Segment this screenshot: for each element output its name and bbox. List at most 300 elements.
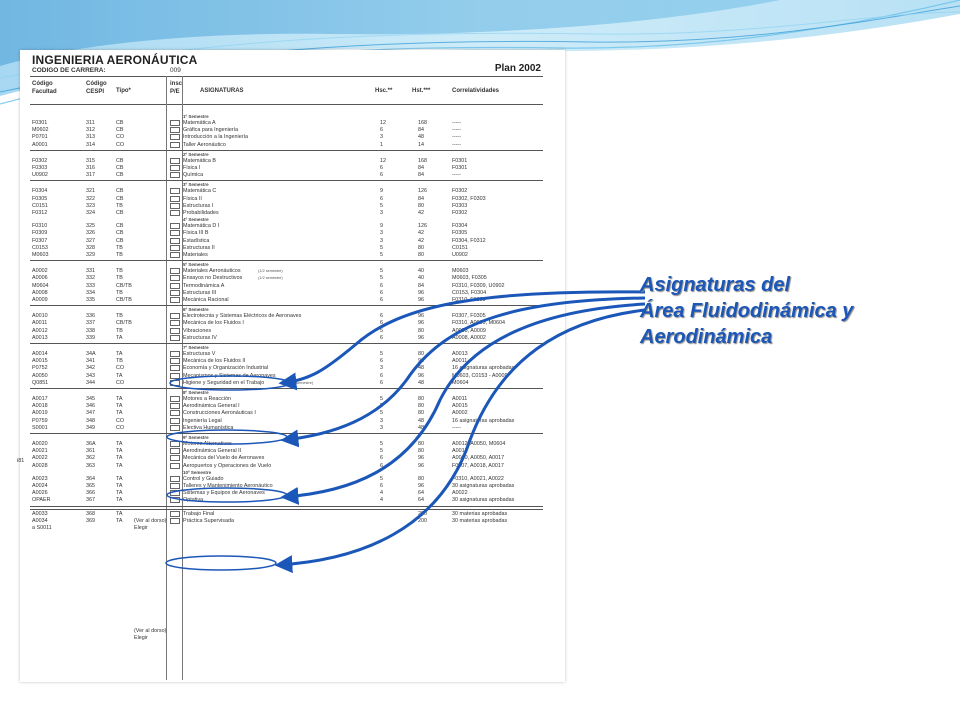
course-hst: 96 xyxy=(418,372,424,379)
course-name: Práctica Supervisada xyxy=(183,517,234,524)
course-code-cespi: 314 xyxy=(86,141,95,148)
course-code-cespi: 335 xyxy=(86,297,95,303)
course-hsc: 3 xyxy=(380,365,383,372)
course-hst: 48 xyxy=(418,379,424,386)
enroll-checkbox[interactable] xyxy=(170,365,180,371)
enroll-checkbox[interactable] xyxy=(170,463,180,469)
enroll-checkbox[interactable] xyxy=(170,203,180,209)
semester-label: 6º Semestre xyxy=(183,307,209,313)
course-correlatives: ----- xyxy=(452,120,461,126)
course-name: Estructuras I xyxy=(183,202,214,209)
course-name: Química xyxy=(183,172,204,179)
course-correlatives: F0310, A0009, M0604 xyxy=(452,320,506,327)
enroll-checkbox[interactable] xyxy=(170,403,180,409)
enroll-checkbox[interactable] xyxy=(170,172,180,178)
course-correlatives: A0011 xyxy=(452,358,468,365)
enroll-checkbox[interactable] xyxy=(170,297,180,303)
course-type: TA xyxy=(116,372,123,379)
course-row xyxy=(20,335,565,342)
enroll-checkbox[interactable] xyxy=(170,448,180,454)
course-correlatives: F0307, F0305 xyxy=(452,313,486,320)
course-type: TA xyxy=(116,497,123,504)
course-name: Estructuras V xyxy=(183,351,216,357)
course-name: Matemática C xyxy=(183,188,217,195)
semester-label: 2º Semestre xyxy=(183,151,209,157)
course-code-cespi: 367 xyxy=(86,497,95,504)
enroll-checkbox[interactable] xyxy=(170,313,180,319)
course-name: Sistemas y Equipos de Aeronaves xyxy=(183,490,265,497)
course-row xyxy=(20,245,565,252)
enroll-checkbox[interactable] xyxy=(170,425,180,431)
course-code-facultad: F0310 xyxy=(32,223,48,230)
enroll-checkbox[interactable] xyxy=(170,230,180,236)
course-type: CB xyxy=(116,223,124,230)
course-hsc: 5 xyxy=(380,252,383,258)
course-code-cespi: 321 xyxy=(86,188,95,195)
course-code-facultad: A0002 xyxy=(32,268,48,275)
elective-note-1: (Ver al dorso) Elegir xyxy=(134,518,167,531)
enroll-checkbox[interactable] xyxy=(170,223,180,229)
course-correlatives: A0012, A0050, M0604 xyxy=(452,441,506,447)
course-code-facultad: A0018 xyxy=(32,403,48,410)
course-correlatives: M0603, C0153 - A0009 xyxy=(452,372,508,379)
course-row xyxy=(20,425,565,432)
course-hst: 96 xyxy=(418,358,424,365)
course-type: TB xyxy=(116,327,123,334)
course-code-cespi: 312 xyxy=(86,127,95,134)
course-name: Mecánica de los Fluidos I xyxy=(183,320,244,327)
enroll-checkbox[interactable] xyxy=(170,196,180,202)
course-hsc: 6 xyxy=(380,334,383,341)
course-hsc: 6 xyxy=(380,172,383,179)
course-hsc: 3 xyxy=(380,237,383,244)
course-hsc: 6 xyxy=(380,127,383,134)
semester-label: 5º Semestre xyxy=(183,262,209,268)
course-hsc: 4 xyxy=(380,497,383,504)
course-correlatives: F0310, F0309 xyxy=(452,297,486,303)
course-correlatives: A0002 xyxy=(452,410,468,417)
course-hst: 48 xyxy=(418,365,424,372)
semester-label: 1º Semestre xyxy=(183,114,209,119)
course-hst: 40 xyxy=(418,268,424,275)
course-type: TA xyxy=(116,483,123,489)
course-type: CO xyxy=(116,141,125,148)
course-code-facultad: A0019 xyxy=(32,410,48,417)
course-hsc: 6 xyxy=(380,165,383,171)
header-tipo: Tipo* xyxy=(116,88,131,94)
enroll-checkbox[interactable] xyxy=(170,328,180,334)
course-hsc: 3 xyxy=(380,417,383,424)
career-code-value: 009 xyxy=(170,67,181,74)
course-name: Taller Aeronáutico xyxy=(183,141,226,148)
enroll-checkbox[interactable] xyxy=(170,351,180,357)
course-hsc: 5 xyxy=(380,448,383,455)
course-row xyxy=(20,223,565,230)
course-type: TB xyxy=(116,244,123,251)
doc-title: INGENIERIA AERONÁUTICA xyxy=(32,53,198,67)
enroll-checkbox[interactable] xyxy=(170,275,180,281)
course-correlatives: F0301 xyxy=(452,165,468,171)
course-hst: 168 xyxy=(418,120,427,126)
course-row xyxy=(20,351,565,358)
course-type: TA xyxy=(116,448,123,455)
course-name: Materiales Aeronáuticos xyxy=(183,268,241,275)
course-hsc: 5 xyxy=(380,268,383,275)
course-hst: 40 xyxy=(418,275,424,282)
course-hst: 84 xyxy=(418,195,424,202)
course-name: Economía y Organización Industrial xyxy=(183,365,269,372)
course-name: Talleres y Mantenimiento Aeronáutico xyxy=(183,483,273,489)
enroll-checkbox[interactable] xyxy=(170,142,180,148)
section-separator xyxy=(30,433,543,434)
course-correlatives: C0151 xyxy=(452,244,468,251)
course-hsc: 3 xyxy=(380,424,383,431)
course-hst: 96 xyxy=(418,313,424,320)
course-hsc: 6 xyxy=(380,289,383,296)
course-code-facultad: M0602 xyxy=(32,127,49,134)
enroll-checkbox[interactable] xyxy=(170,238,180,244)
course-correlatives: F0301 xyxy=(452,157,468,164)
course-type: TA xyxy=(116,490,123,497)
enroll-checkbox[interactable] xyxy=(170,283,180,289)
course-row xyxy=(20,511,565,518)
course-type: CB/TB xyxy=(116,282,132,289)
course-row xyxy=(20,290,565,297)
course-name: Estructuras III xyxy=(183,289,217,296)
course-code-cespi: 322 xyxy=(86,195,95,202)
course-correlatives: 30 asignaturas aprobadas xyxy=(452,483,515,489)
course-name: Control y Guiado xyxy=(183,475,224,482)
course-code-facultad: A0020 xyxy=(32,441,48,447)
course-hst: 80 xyxy=(418,396,424,402)
course-hsc: 6 xyxy=(380,455,383,462)
section-separator xyxy=(30,260,543,261)
course-type: TA xyxy=(116,475,123,482)
course-correlatives: M0604 xyxy=(452,379,469,386)
semester-label: 8º Semestre xyxy=(183,390,209,395)
course-row xyxy=(20,283,565,290)
course-hsc: 5 xyxy=(380,275,383,282)
course-code-cespi: 36A xyxy=(86,441,96,447)
header-codigo-cespi: Código CESPI xyxy=(86,81,107,95)
course-code-cespi: 341 xyxy=(86,358,95,365)
course-type: CB xyxy=(116,210,124,216)
enroll-checkbox[interactable] xyxy=(170,127,180,133)
course-code-cespi: 337 xyxy=(86,320,95,327)
course-name: Estructuras II xyxy=(183,244,215,251)
course-code-facultad: F0301 xyxy=(32,120,48,126)
course-hsc: 6 xyxy=(380,282,383,289)
course-hst: 200 xyxy=(418,517,427,524)
course-row xyxy=(20,418,565,425)
course-code-cespi: 344 xyxy=(86,379,95,386)
course-correlatives: A0011 xyxy=(452,396,468,402)
course-name: Matemática A xyxy=(183,120,216,126)
course-hsc: 5 xyxy=(380,475,383,482)
course-hst: 80 xyxy=(418,441,424,447)
course-type: CB/TB xyxy=(116,320,132,327)
course-row xyxy=(20,172,565,179)
section-separator xyxy=(30,150,543,151)
course-correlatives: F0304, F0312 xyxy=(452,237,486,244)
course-row xyxy=(20,120,565,127)
course-code-cespi: 325 xyxy=(86,223,95,230)
course-hsc: 5 xyxy=(380,403,383,410)
course-row xyxy=(20,252,565,259)
course-hst: 126 xyxy=(418,223,427,230)
course-correlatives: F0304 xyxy=(452,223,468,230)
enroll-checkbox[interactable] xyxy=(170,290,180,296)
course-hsc: 6 xyxy=(380,483,383,489)
course-code-cespi: 338 xyxy=(86,327,95,334)
course-type: TB xyxy=(116,275,123,282)
course-hsc: 3 xyxy=(380,230,383,237)
course-hst: 96 xyxy=(418,483,424,489)
course-name: Matemática D I xyxy=(183,223,220,230)
course-hsc: 3 xyxy=(380,210,383,216)
course-correlatives: A0008, A0002 xyxy=(452,334,486,341)
course-name: Aeropuertos y Operaciones de Vuelo xyxy=(183,462,272,469)
course-code-facultad: A0009 xyxy=(32,297,48,303)
course-type: TA xyxy=(116,334,123,341)
enroll-checkbox[interactable] xyxy=(170,335,180,341)
course-correlatives: ----- xyxy=(452,127,461,134)
course-code-facultad: F0304 xyxy=(32,188,48,195)
course-hst: 80 xyxy=(418,244,424,251)
course-correlatives: ----- xyxy=(452,141,461,148)
course-code-facultad: C0153 xyxy=(32,244,48,251)
course-row xyxy=(20,403,565,410)
course-correlatives: A0022 xyxy=(452,490,468,497)
course-type: CO xyxy=(116,134,125,141)
enroll-checkbox[interactable] xyxy=(170,476,180,482)
course-name: Física I xyxy=(183,165,201,171)
course-row xyxy=(20,165,565,172)
course-hsc: 5 xyxy=(380,410,383,417)
course-type: TA xyxy=(116,403,123,410)
course-code-cespi: 363 xyxy=(86,462,95,469)
course-row xyxy=(20,441,565,448)
course-hst: 84 xyxy=(418,165,424,171)
enroll-checkbox[interactable] xyxy=(170,134,180,140)
course-row xyxy=(20,365,565,372)
course-hsc: 5 xyxy=(380,351,383,357)
enroll-checkbox[interactable] xyxy=(170,483,180,489)
course-code-cespi: 332 xyxy=(86,275,95,282)
course-hsc: 6 xyxy=(380,462,383,469)
course-name: Trabajo Final xyxy=(183,510,215,517)
course-hst: 84 xyxy=(418,172,424,179)
course-name: Materiales xyxy=(183,252,208,258)
course-correlatives: ----- xyxy=(452,172,461,179)
course-code-cespi: 311 xyxy=(86,120,95,126)
course-code-cespi: 342 xyxy=(86,365,95,372)
course-row xyxy=(20,490,565,497)
course-row xyxy=(20,203,565,210)
enroll-checkbox[interactable] xyxy=(170,252,180,258)
course-type: CB xyxy=(116,127,124,134)
course-code-cespi: 326 xyxy=(86,230,95,237)
course-type: CO xyxy=(116,424,125,431)
course-hsc: 6 xyxy=(380,313,383,320)
course-name: Probabilidades xyxy=(183,210,219,216)
course-correlatives: U0902 xyxy=(452,252,468,258)
course-code-cespi: 364 xyxy=(86,475,95,482)
course-row xyxy=(20,158,565,165)
course-code-facultad: A0012 xyxy=(32,327,48,334)
course-name: Electrotecnia y Sistemas Eléctricos de Aeronaves xyxy=(183,313,302,320)
callout-line-2: Área Fluidodinámica y xyxy=(640,300,854,322)
curriculum-document xyxy=(17,50,565,682)
enroll-checkbox[interactable] xyxy=(170,165,180,171)
enroll-checkbox[interactable] xyxy=(170,120,180,126)
course-type: TB xyxy=(116,268,123,275)
enroll-checkbox[interactable] xyxy=(170,441,180,447)
course-code-cespi: 317 xyxy=(86,172,95,179)
course-code-cespi: 336 xyxy=(86,313,95,320)
course-code-facultad: Q0851 xyxy=(32,379,49,386)
course-hsc: 6 xyxy=(380,358,383,365)
enroll-checkbox[interactable] xyxy=(170,158,180,164)
course-correlatives: A0013 xyxy=(452,351,468,357)
course-correlatives: F0307, A0018, A0017 xyxy=(452,462,504,469)
course-code-facultad: M0604 xyxy=(32,282,49,289)
enroll-checkbox[interactable] xyxy=(170,373,180,379)
course-code-facultad: A0001 xyxy=(32,141,48,148)
course-hst: 84 xyxy=(418,282,424,289)
course-correlatives: A0010, A0050, A0017 xyxy=(452,455,505,462)
enroll-checkbox[interactable] xyxy=(170,268,180,274)
course-code-facultad: A0026 xyxy=(32,490,48,497)
course-row xyxy=(20,518,565,525)
callout-text xyxy=(640,272,940,350)
course-code-facultad: F0303 xyxy=(32,165,48,171)
course-name: Optativa xyxy=(183,497,204,504)
course-code-facultad: U0902 xyxy=(32,172,48,179)
course-code-facultad: F0302 xyxy=(32,157,48,164)
enroll-checkbox[interactable] xyxy=(170,410,180,416)
course-correlatives: ----- xyxy=(452,134,461,141)
course-code-cespi: 345 xyxy=(86,396,95,402)
header-asignaturas: ASIGNATURAS xyxy=(200,88,244,94)
course-code-facultad: F0305 xyxy=(32,195,48,202)
course-hst: 200 xyxy=(418,510,427,517)
enroll-checkbox[interactable] xyxy=(170,188,180,194)
enroll-checkbox[interactable] xyxy=(170,518,180,524)
course-code-cespi: 365 xyxy=(86,483,95,489)
course-type: CB xyxy=(116,172,124,179)
section-separator xyxy=(30,509,543,510)
enroll-checkbox[interactable] xyxy=(170,455,180,461)
course-name: Gráfica para Ingeniería xyxy=(183,127,239,134)
course-code-cespi: 348 xyxy=(86,417,95,424)
enroll-checkbox[interactable] xyxy=(170,511,180,517)
course-name: Motores Alternativos xyxy=(183,441,232,447)
header-insc: insc P/E xyxy=(170,81,183,95)
course-type: TA xyxy=(116,441,123,447)
course-hst: 42 xyxy=(418,210,424,216)
course-type: CO xyxy=(116,365,125,372)
course-code-facultad: A0010 xyxy=(32,313,48,320)
career-code-label: CODIGO DE CARRERA: xyxy=(32,67,106,74)
enroll-checkbox[interactable] xyxy=(170,358,180,364)
course-correlatives: 16 asignaturas aprobadas xyxy=(452,365,515,372)
course-code-facultad: C0151 xyxy=(32,202,48,209)
course-correlatives: F0303 xyxy=(452,202,468,209)
course-row xyxy=(20,210,565,217)
course-hst: 80 xyxy=(418,327,424,334)
course-row xyxy=(20,313,565,320)
course-hst: 80 xyxy=(418,202,424,209)
course-code-facultad: A0014 xyxy=(32,351,48,357)
enroll-checkbox[interactable] xyxy=(170,490,180,496)
course-code-cespi: 343 xyxy=(86,372,95,379)
semester-label: 3º Semestre xyxy=(183,182,209,188)
course-correlatives: F0305 xyxy=(452,230,468,237)
course-correlatives: A0018 xyxy=(452,448,468,455)
course-hst: 14 xyxy=(418,141,424,148)
course-code-facultad: A0006 xyxy=(32,275,48,282)
enroll-checkbox[interactable] xyxy=(170,245,180,251)
course-name: Higiene y Seguridad en el Trabajo xyxy=(183,379,265,386)
course-hsc: 6 xyxy=(380,320,383,327)
course-hst: 80 xyxy=(418,403,424,410)
callout-line-1: Asignaturas del xyxy=(640,274,791,296)
course-hst: 42 xyxy=(418,230,424,237)
course-code-facultad: A0021 xyxy=(32,448,48,455)
header-correlatividades: Correlatividades xyxy=(452,88,500,94)
course-correlatives: F0310, F0309, U0902 xyxy=(452,282,505,289)
course-row xyxy=(20,358,565,365)
course-code-facultad: F0309 xyxy=(32,230,48,237)
course-correlatives: F0302 xyxy=(452,188,468,195)
course-code-facultad: A0017 xyxy=(32,396,48,402)
enroll-checkbox[interactable] xyxy=(170,320,180,326)
course-type: CB xyxy=(116,230,124,237)
course-code-cespi: 339 xyxy=(86,334,95,341)
course-name: Mecánica de los Fluidos II xyxy=(183,358,246,365)
course-correlatives: C0153, F0304 xyxy=(452,289,487,296)
course-code-cespi: 34A xyxy=(86,351,96,357)
course-hst: 168 xyxy=(418,157,427,164)
course-note: (1/2 semestre) xyxy=(288,380,314,385)
course-hst: 96 xyxy=(418,334,424,341)
course-correlatives: M0603 xyxy=(452,268,469,275)
enroll-checkbox[interactable] xyxy=(170,380,180,386)
course-name: Termodinámica A xyxy=(183,282,225,289)
enroll-checkbox[interactable] xyxy=(170,210,180,216)
course-type: TA xyxy=(116,510,123,517)
enroll-checkbox[interactable] xyxy=(170,418,180,424)
course-code-cespi: 328 xyxy=(86,244,95,251)
course-type: TA xyxy=(116,351,123,357)
course-row xyxy=(20,134,565,141)
enroll-checkbox[interactable] xyxy=(170,396,180,402)
course-type: TA xyxy=(116,410,123,417)
enroll-checkbox[interactable] xyxy=(170,497,180,503)
course-row xyxy=(20,297,565,304)
course-row xyxy=(20,196,565,203)
course-hst: 48 xyxy=(418,417,424,424)
course-name: Mecánica del Vuelo de Aeronaves xyxy=(183,455,265,462)
course-code-facultad: F0307 xyxy=(32,237,48,244)
course-note: (1/2 semestre) xyxy=(258,276,283,281)
course-row xyxy=(20,328,565,335)
course-code-facultad: A0023 xyxy=(32,475,48,482)
course-code-cespi: 323 xyxy=(86,202,95,209)
course-type: TB xyxy=(116,289,123,296)
course-name: Matemática B xyxy=(183,157,216,164)
